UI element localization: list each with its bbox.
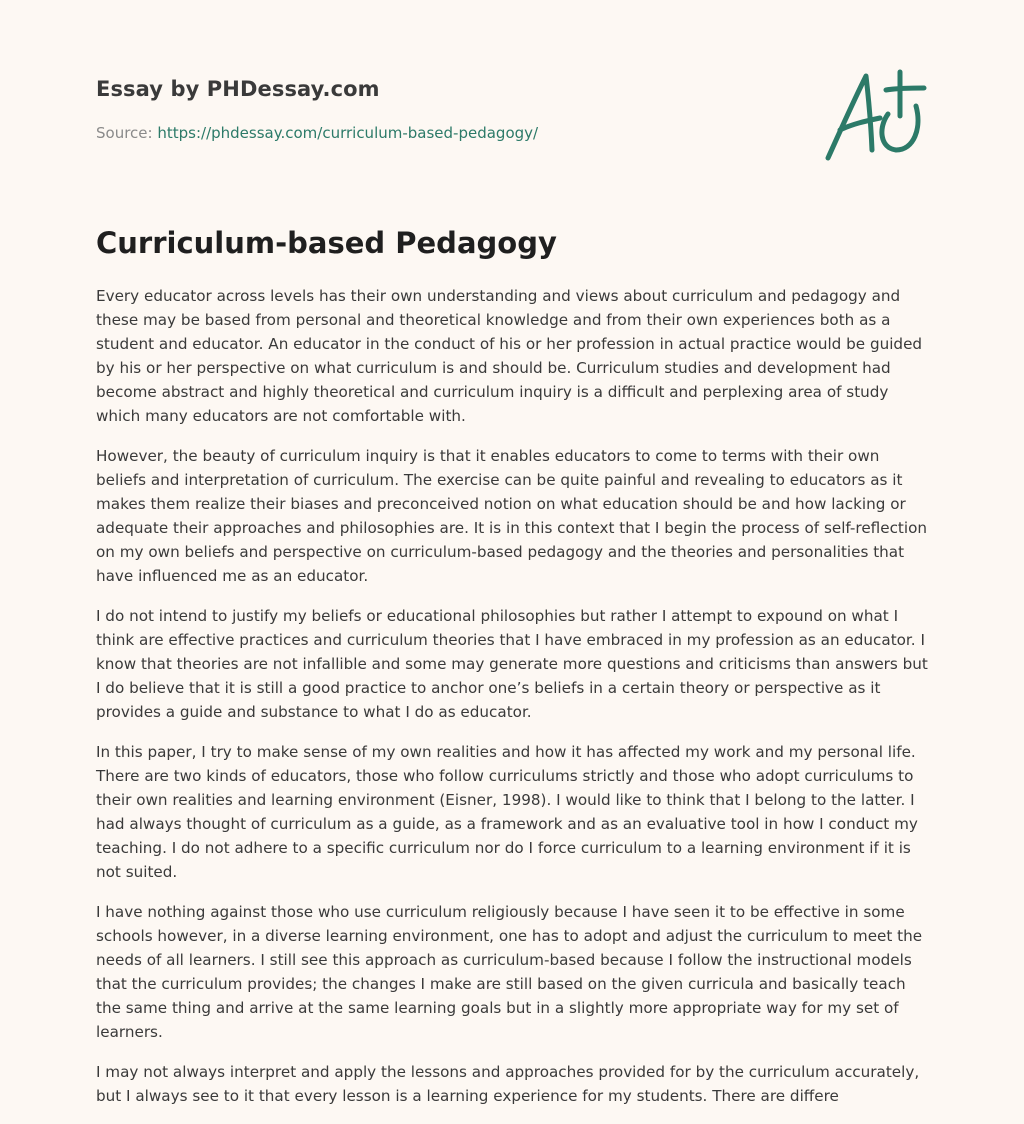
- source-line: [96, 124, 538, 142]
- essay-paragraph: Every educator across levels has their own understanding and views about curriculum and pedagogy and these may be based from personal and theoretical knowledge and from their own experiences both as a student and educator. An educator in the conduct of his or her profession in actual practice would be guided by his or her perspective on what curriculum is and should be. Curriculum studies and development had become abstract and highly theoretical and curriculum inquiry is a difficult and perplexing area of study which many educators are not comfortable with.: [96, 287, 923, 425]
- essay-paragraph: However, the beauty of curriculum inquiry is that it enables educators to come to terms with their own beliefs and interpretation of curriculum. The exercise can be quite painful and revealing to educators as it makes them realize their biases and preconceived notion on what education should be and how lacking or adequate their approaches and philosophies are. It is in this context that I begin the process of self-reflection on my own beliefs and perspective on curriculum-based pedagogy and the theories and personalities that have influenced me as an educator.: [96, 447, 928, 585]
- essay-paragraph: In this paper, I try to make sense of my own realities and how it has affected my work and my personal life. There are two kinds of educators, those who follow curriculums strictly and those who adopt curriculums to their own realities and learning environment (Eisner, 1998). I would like to think that I belong to the latter. I had always thought of curriculum as a guide, as a framework and as an evaluative tool in how I conduct my teaching. I do not adhere to a specific curriculum nor do I force curriculum to a learning environment if it is not suited.: [96, 743, 918, 881]
- source-link[interactable]: https://phdessay.com/curriculum-based-pedagogy/: [157, 124, 539, 142]
- essay-body: [96, 284, 932, 1124]
- essay-paragraph: I have nothing against those who use curriculum religiously because I have seen it to be effective in some schools however, in a diverse learning environment, one has to adopt and adjust the curriculum to meet the needs of all learners. I still see this approach as curriculum-based because I follow the instructional models that the curriculum provides; the changes I make are still based on the given curricula and basically teach the same thing and arrive at the same learning goals but in a slightly more appropriate way for my set of learners.: [96, 903, 923, 1041]
- source-label: Source:: [96, 124, 153, 142]
- site-title: Essay by PHDessay.com: [96, 77, 380, 101]
- a-plus-logo-icon: [820, 66, 930, 166]
- essay-title: Curriculum-based Pedagogy: [96, 226, 557, 260]
- essay-paragraph: I do not intend to justify my beliefs or educational philosophies but rather I attempt to expound on what I think are effective practices and curriculum theories that I have embraced in my profession as an educator. I know that theories are not infallible and some may generate more questions and criticisms than answers but I do believe that it is still a good practice to anchor one’s beliefs in a certain theory or perspective as it provides a guide and substance to what I do as educator.: [96, 607, 928, 721]
- essay-paragraph: I may not always interpret and apply the lessons and approaches provided for by the curriculum accurately, but I always see to it that every lesson is a learning experience for my students. There are differe: [96, 1063, 920, 1105]
